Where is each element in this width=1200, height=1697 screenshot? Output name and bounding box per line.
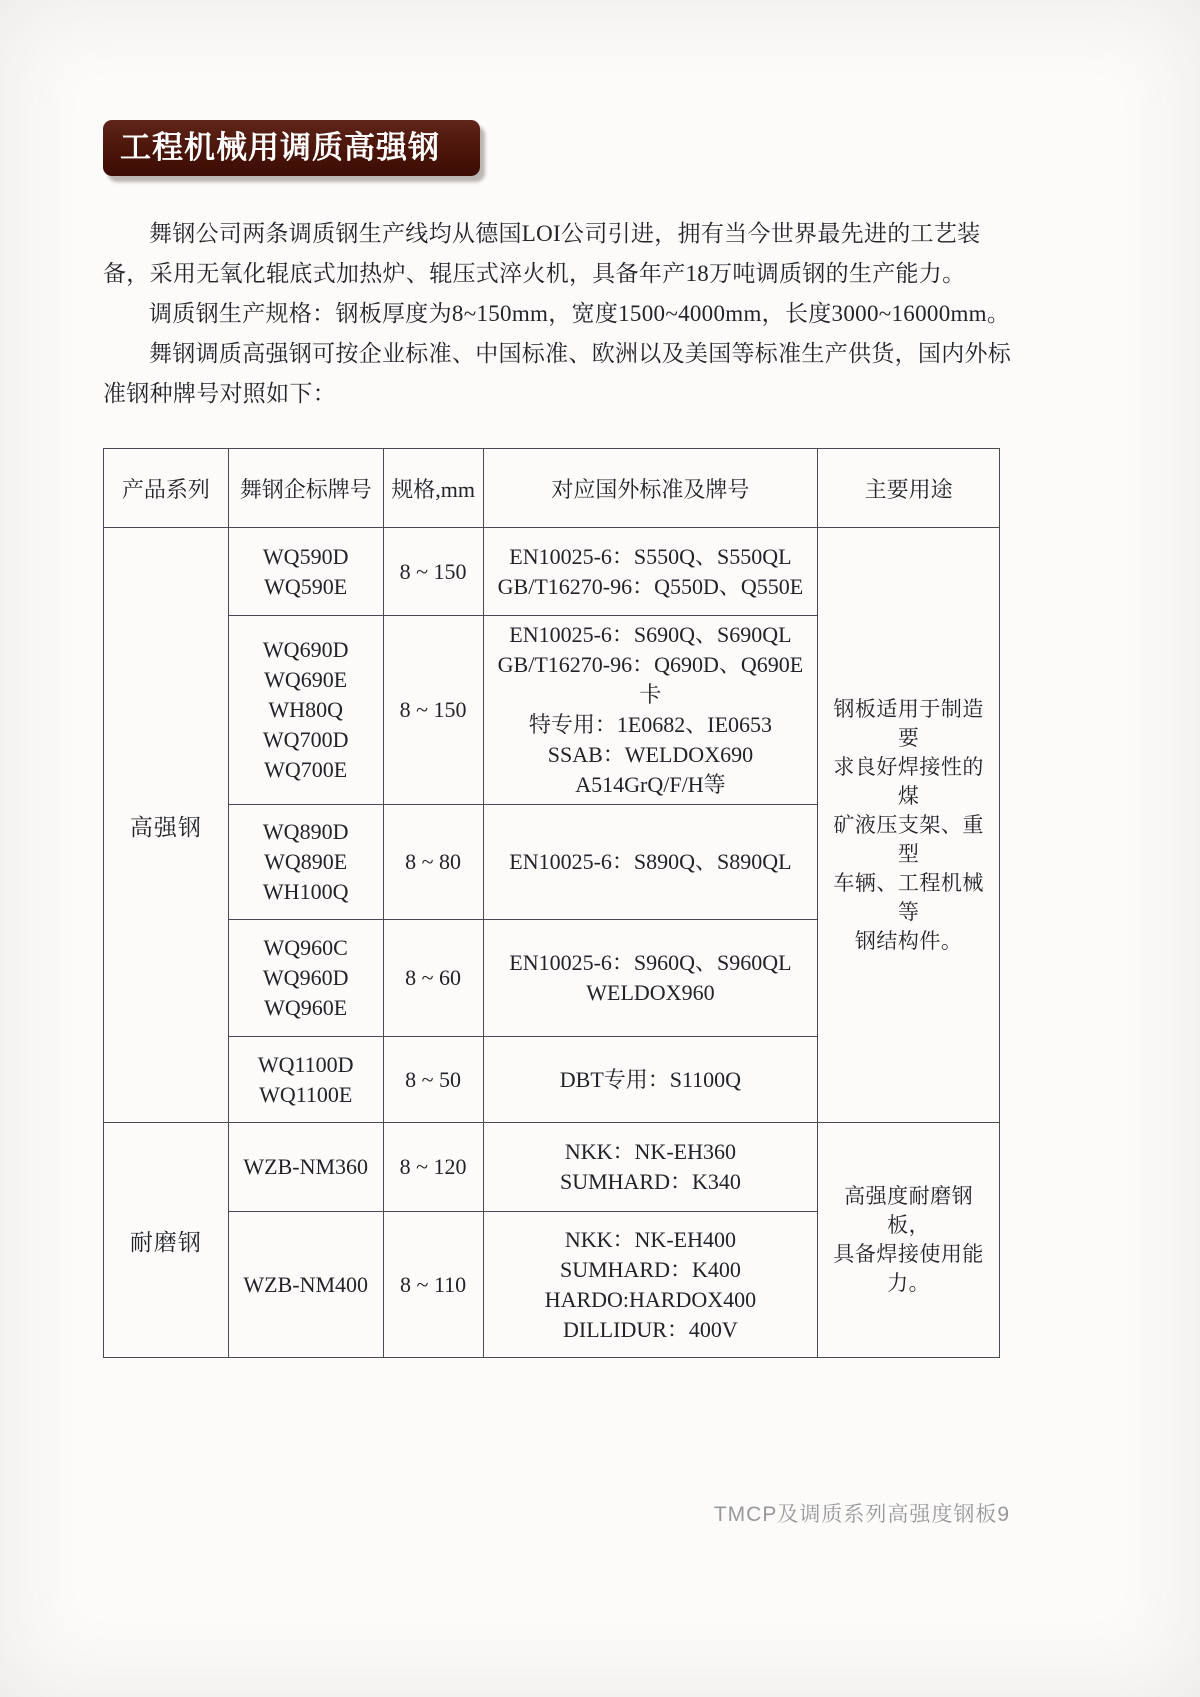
usage-line: 具备焊接使用能 [833,1242,984,1266]
spec-cell: 8 ~ 120 [383,1123,483,1212]
standard-line: SUMHARD：K340 [559,1169,741,1194]
standards-cell [483,805,818,920]
grade-line: WH80Q [268,697,343,722]
usage-line: 车辆、工程机械等 [833,870,984,924]
grade-line: WQ700E [264,757,348,782]
grade-line: WZB-NM360 [243,1154,369,1179]
series-cell: 高强钢 [104,528,229,1123]
table-row [104,449,1000,528]
usage-line: 钢板适用于制造要 [833,696,984,750]
usage-cell [818,1123,1000,1358]
body-paragraph: 舞钢公司两条调质钢生产线均从德国LOI公司引进，拥有当今世界最先进的工艺装备，采用无氧化辊底式加热炉、辊压式淬火机，具备年产18万吨调质钢的生产能力。 [103,221,981,286]
grade-line: WQ590E [264,573,348,599]
standards-cell [483,616,818,805]
standard-line: SUMHARD：K400 [559,1256,741,1282]
page-footer-text: TMCP及调质系列高强度钢板9 [713,1503,1010,1526]
table-row [104,528,1000,616]
grade-line: WQ890D [262,819,349,844]
usage-line: 力。 [887,1271,931,1295]
spec-cell: 8 ~ 80 [383,805,483,920]
grade-line: WQ700D [262,727,349,752]
standard-line: EN10025-6：S960Q、S960QL [509,950,792,975]
column-header: 对应国外标准及牌号 [483,449,818,528]
grade-line: WQ960E [264,995,348,1020]
standards-cell [483,1123,818,1212]
body-paragraph: 调质钢生产规格：钢板厚度为8~150mm，宽度1500~4000mm，长度3000~16000mm。 [149,301,1011,326]
column-header: 产品系列 [104,449,229,528]
grade-line: WH100Q [262,879,349,904]
grade-line: WQ890E [264,849,348,874]
series-cell: 耐磨钢 [104,1123,229,1358]
standard-line: SSAB：WELDOX690 [547,742,754,767]
table-header-row [104,449,1000,528]
grade-line: WQ960C [263,935,348,960]
spec-cell: 8 ~ 50 [383,1037,483,1123]
usage-line: 高强度耐磨钢板， [844,1184,974,1237]
usage-cell [818,528,1000,1123]
standard-line: DILLIDUR：400V [563,1316,738,1342]
grade-line: WQ960D [262,965,349,990]
usage-line: 矿液压支架、重型 [833,812,984,866]
column-header: 主要用途 [818,449,1000,528]
grade-line: WQ690E [264,667,348,692]
standards-cell [483,920,818,1037]
grade-line: WQ690D [262,637,349,662]
grades-cell [228,528,383,616]
grade-line: WZB-NM400 [243,1271,369,1297]
page-footer [103,1498,1010,1528]
standard-line: EN10025-6：S690Q、S690QL [509,622,792,647]
spec-cell: 8 ~ 150 [383,528,483,616]
standard-line: GB/T16270-96：Q550D、Q550E [497,573,804,599]
intro-paragraphs [103,214,1019,414]
standard-line: HARDO:HARDOX400 [544,1286,757,1312]
grades-cell [228,920,383,1037]
body-paragraph: 舞钢调质高强钢可按企业标准、中国标准、欧洲以及美国等标准生产供货，国内外标准钢种牌号对照如下： [103,341,1012,406]
spec-cell: 8 ~ 110 [383,1212,483,1358]
usage-line: 求良好焊接性的煤 [833,754,984,808]
grades-cell [228,1123,383,1212]
table-body [104,528,1000,1358]
grade-line: WQ590D [262,543,349,569]
standard-line: NKK：NK-EH400 [564,1226,736,1252]
standards-cell [483,1037,818,1123]
standard-line: DBT专用：S1100Q [559,1066,742,1092]
grades-cell [228,805,383,920]
standards-cell [483,528,818,616]
usage-line: 钢结构件。 [854,928,963,953]
standards-table [103,448,1000,1358]
standards-cell [483,1212,818,1358]
standard-line: NKK：NK-EH360 [564,1139,736,1164]
column-header: 舞钢企标牌号 [228,449,383,528]
column-header: 规格,mm [383,449,483,528]
standard-line: GB/T16270-96：Q690D、Q690E卡 [497,652,804,707]
standard-line: WELDOX960 [586,980,715,1005]
grades-cell [228,616,383,805]
section-title: 工程机械用调质高强钢 [120,130,440,165]
section-title-banner [103,120,480,176]
spec-cell: 8 ~ 60 [383,920,483,1037]
standard-line: EN10025-6：S890Q、S890QL [509,849,792,874]
grade-line: WQ1100D [257,1051,354,1077]
spec-cell: 8 ~ 150 [383,616,483,805]
standard-line: A514GrQ/F/H等 [575,772,726,797]
table-row [104,1123,1000,1212]
grade-line: WQ1100E [259,1081,353,1107]
standard-line: 特专用：1E0682、IE0653 [528,712,773,737]
standard-line: EN10025-6：S550Q、S550QL [509,543,792,569]
grades-cell [228,1037,383,1123]
grades-cell [228,1212,383,1358]
